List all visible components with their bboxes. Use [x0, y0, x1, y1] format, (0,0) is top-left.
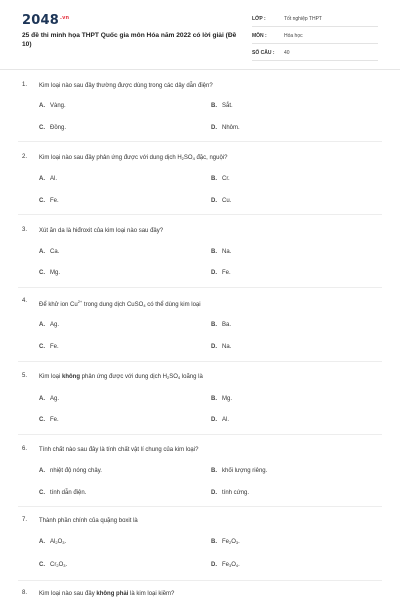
option-letter: B. [211, 396, 217, 402]
option-text: nhiệt độ nóng chảy. [50, 468, 102, 474]
option-letter: B. [211, 468, 217, 474]
question-text: Xút ăn da là hiđroxit của kim loại nào sau đây? [39, 228, 164, 234]
option-letter: D. [211, 125, 217, 131]
option-text: Mg. [50, 270, 61, 276]
meta-row-class [252, 13, 378, 27]
option-text: tính cứng. [222, 490, 250, 496]
logo-domain: .vn [59, 14, 70, 21]
question-number: 8. [22, 590, 28, 596]
meta-row-subject [252, 30, 378, 44]
option-letter: B. [211, 322, 217, 328]
option-letter: C. [39, 344, 45, 350]
question-divider [18, 506, 382, 507]
question-text: Kim loại không phản ứng được với dung dịch $H_2SO_4$ loãng là [39, 374, 203, 380]
option-text: Ba. [222, 322, 232, 328]
question-divider [18, 287, 382, 288]
option-text: Fe. [222, 270, 231, 276]
option-letter: D. [211, 344, 217, 350]
option-letter: C. [39, 270, 45, 276]
option-text: Na. [222, 344, 232, 350]
meta-value: Hóa học [284, 33, 303, 39]
question-text: Để khử ion $Cu^{2+}$ trong dung dịch CuSO$_4$ có thể dùng kim loại [39, 299, 201, 308]
option-letter: C. [39, 417, 45, 423]
option-text: Fe. [50, 198, 59, 204]
option-text: Al. [222, 417, 230, 423]
question-number: 3. [22, 227, 28, 233]
question-divider [18, 434, 382, 435]
option-text: $Al_2O_3$. [50, 539, 67, 545]
question-number: 6. [22, 446, 28, 452]
option-text: $Cr_2O_3$. [50, 562, 68, 568]
option-text: $Fe_2O_3$. [222, 539, 240, 545]
option-text: Nhôm. [222, 125, 240, 131]
option-letter: B. [211, 103, 217, 109]
option-letter: A. [39, 396, 45, 402]
question-divider [18, 141, 382, 142]
option-letter: D. [211, 198, 217, 204]
exam-meta [252, 13, 378, 64]
option-text: Vàng. [50, 103, 66, 109]
option-letter: D. [211, 562, 217, 568]
option-text: Al. [50, 176, 58, 182]
meta-key: SỐ CÂU : [252, 50, 275, 56]
question-text: Kim loại nào sau đây phản ứng được với dung dịch $H_2SO_4$ đặc, nguội? [39, 155, 228, 161]
option-text: Ag. [50, 396, 60, 402]
exam-title: 25 đề thi minh họa THPT Quốc gia môn Hóa năm 2022 có lời giải (Đề 10) [22, 32, 237, 48]
question-divider [18, 580, 382, 581]
option-text: Sắt. [222, 103, 233, 109]
meta-value: 40 [284, 50, 290, 56]
option-letter: C. [39, 562, 45, 568]
option-letter: A. [39, 249, 45, 255]
question-number: 5. [22, 373, 28, 379]
option-text: $Fe_3O_4$. [222, 562, 240, 568]
option-letter: D. [211, 417, 217, 423]
option-letter: D. [211, 490, 217, 496]
page-header [0, 0, 400, 68]
question-number: 2. [22, 154, 28, 160]
meta-row-count [252, 47, 378, 61]
option-text: Ca. [50, 249, 60, 255]
option-text: Cr. [222, 176, 230, 182]
question-text: Kim loại nào sau đây không phải là kim loại kiềm? [39, 591, 175, 597]
option-letter: C. [39, 125, 45, 131]
option-letter: D. [211, 270, 217, 276]
option-text: Na. [222, 249, 232, 255]
option-text: tính dẫn điện. [50, 490, 87, 496]
option-letter: B. [211, 176, 217, 182]
option-text: Mg. [222, 396, 233, 402]
option-letter: A. [39, 322, 45, 328]
option-text: Ag. [50, 322, 60, 328]
option-text: Fe. [50, 344, 59, 350]
question-text: Thành phần chính của quặng boxit là [39, 518, 138, 524]
header-divider [0, 69, 400, 70]
option-text: Fe. [50, 417, 59, 423]
option-text: khối lượng riêng. [222, 468, 268, 474]
question-number: 4. [22, 298, 28, 304]
option-letter: A. [39, 539, 45, 545]
option-letter: B. [211, 249, 217, 255]
option-letter: B. [211, 539, 217, 545]
option-letter: A. [39, 103, 45, 109]
question-divider [18, 361, 382, 362]
option-letter: A. [39, 468, 45, 474]
meta-key: LỚP : [252, 16, 266, 22]
meta-value: Tốt nghiệp THPT [284, 16, 322, 22]
option-letter: A. [39, 176, 45, 182]
meta-key: MÔN : [252, 33, 267, 39]
option-letter: C. [39, 490, 45, 496]
question-text: Tính chất nào sau đây là tính chất vật lí chung của kim loại? [39, 447, 199, 453]
question-number: 1. [22, 82, 28, 88]
option-text: Cu. [222, 198, 232, 204]
site-logo[interactable] [22, 13, 69, 28]
question-text: Kim loại nào sau đây thường được dùng trong các dây dẫn điện? [39, 83, 213, 89]
logo-text: 2048 [22, 13, 59, 28]
option-text: Đồng. [50, 125, 67, 131]
question-divider [18, 214, 382, 215]
question-number: 7. [22, 517, 28, 523]
option-letter: C. [39, 198, 45, 204]
